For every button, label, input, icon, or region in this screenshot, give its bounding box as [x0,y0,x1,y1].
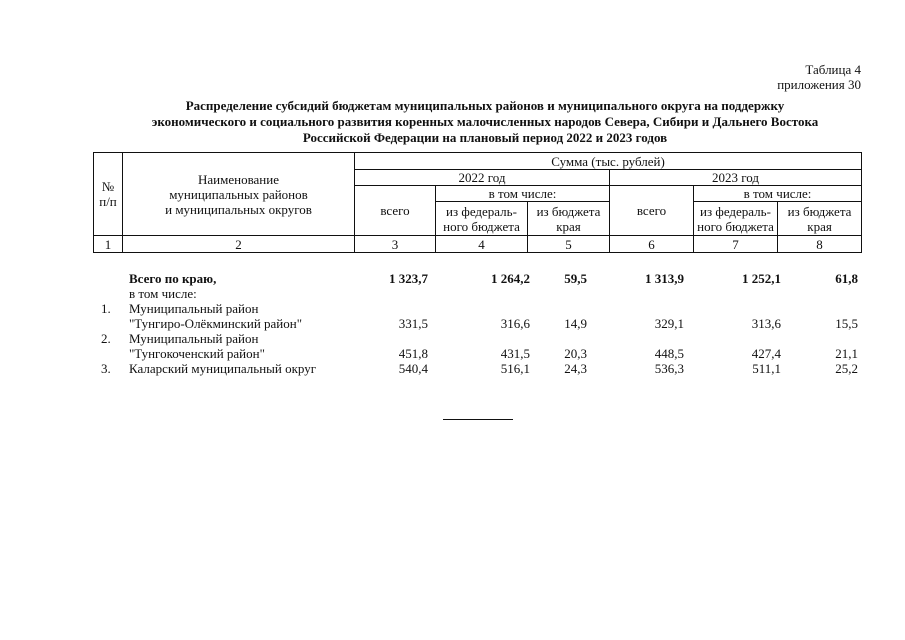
column-number: 5 [528,236,610,253]
column-number: 4 [436,236,528,253]
including-row [93,286,861,301]
column-number: 6 [610,236,694,253]
cell-value: 511,1 [752,361,781,376]
cell-value: 24,3 [564,361,587,376]
cell-value: 540,4 [398,361,428,376]
table-row [93,301,861,316]
column-number: 3 [355,236,436,253]
header-year-2022: 2022 год [355,170,610,186]
header-sum: Сумма (тыс. рублей) [355,153,862,170]
cell-value: 1 313,9 [645,271,684,286]
header-name: Наименование муниципальных районов и муниципальных округов [123,153,355,236]
table-body [93,271,861,376]
total-row [93,271,861,286]
cell-value: 1 264,2 [491,271,530,286]
title-line: Российской Федерации на плановый период 2022 и 2023 годов [302,130,668,145]
header-regional-2022: из бюджета края [528,202,610,236]
cell-value: 25,2 [835,361,858,376]
cell-value: 61,8 [835,271,858,286]
including-label: в том числе: [129,286,197,301]
appendix-number: приложения 30 [777,77,861,92]
column-numbers-row [94,236,862,253]
cell-value: 15,5 [835,316,858,331]
cell-value: 14,9 [564,316,587,331]
column-number: 7 [694,236,778,253]
cell-value: 329,1 [654,316,684,331]
row-number: 1. [101,301,111,316]
total-label: Всего по краю, [129,271,217,286]
separator-line [443,419,513,420]
header-federal-2023: из федераль- ного бюджета [694,202,778,236]
row-number: 2. [101,331,111,346]
row-name: Каларский муниципальный округ [129,361,317,376]
title-line: экономического и социального развития коренных малочисленных народов Севера, Сибири и Дальнего Востока [151,114,819,129]
cell-value: 427,4 [751,346,781,361]
row-name: Муниципальный район [129,331,259,346]
table-header [93,152,862,253]
cell-value: 448,5 [654,346,684,361]
cell-value: 20,3 [564,346,587,361]
column-number: 1 [94,236,123,253]
header-regional-2023: из бюджета края [778,202,862,236]
cell-value: 1 323,7 [389,271,428,286]
table-row [93,346,861,361]
header-federal-2022: из федераль- ного бюджета [436,202,528,236]
cell-value: 536,3 [654,361,684,376]
column-number: 2 [123,236,355,253]
header-total-2023: всего [610,186,694,236]
header-including-2023: в том числе: [694,186,862,202]
header-including-2022: в том числе: [436,186,610,202]
table-row [93,316,861,331]
row-number: 3. [101,361,111,376]
table-row [93,331,861,346]
row-name: "Тунгокоченский район" [129,346,265,361]
table-reference [777,62,861,92]
title-line: Распределение субсидий бюджетам муниципальных районов и муниципального округа на поддержку [185,98,785,113]
cell-value: 313,6 [751,316,781,331]
cell-value: 451,8 [398,346,428,361]
cell-value: 516,1 [500,361,530,376]
row-name: "Тунгиро-Олёкминский район" [129,316,303,331]
cell-value: 331,5 [398,316,428,331]
header-total-2022: всего [355,186,436,236]
header-year-2023: 2023 год [610,170,862,186]
cell-value: 316,6 [500,316,530,331]
table-number: Таблица 4 [805,62,861,77]
table-row [93,361,861,376]
column-number: 8 [778,236,862,253]
cell-value: 59,5 [564,271,587,286]
cell-value: 431,5 [500,346,530,361]
row-name: Муниципальный район [129,301,259,316]
cell-value: 1 252,1 [742,271,781,286]
document-title [100,98,870,146]
cell-value: 21,1 [835,346,858,361]
header-num: № п/п [94,153,123,236]
